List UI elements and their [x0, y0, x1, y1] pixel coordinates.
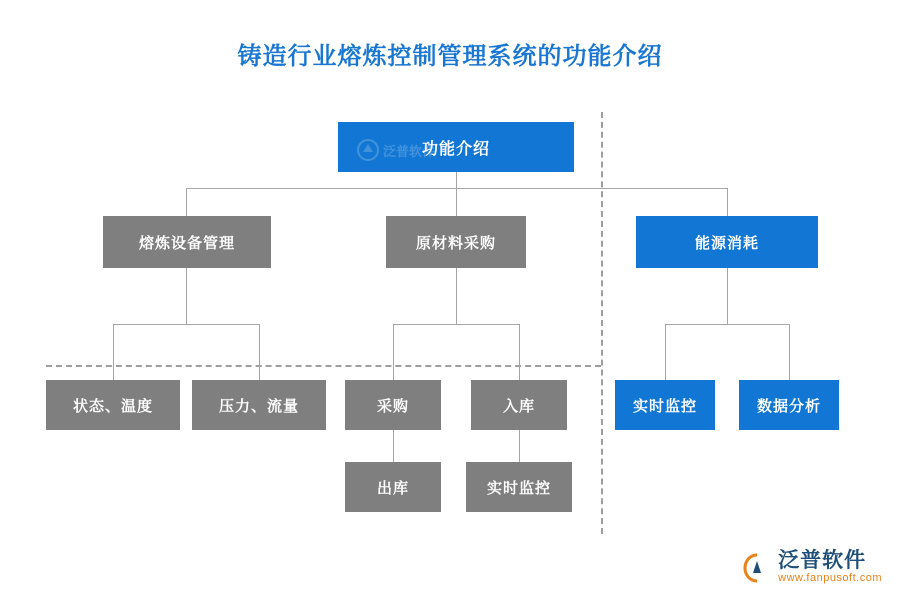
connector-branch2-down — [456, 188, 457, 216]
connector-branch2-child3 — [393, 430, 394, 462]
node-leaf-label: 采购 — [376, 397, 409, 415]
node-leaf-label: 入库 — [502, 397, 535, 415]
company-logo — [742, 550, 882, 586]
connector-branch3-stem — [727, 268, 728, 324]
connector-branch3-down — [727, 188, 728, 216]
node-leaf-label: 出库 — [376, 479, 409, 497]
connector-root-down — [456, 172, 457, 188]
node-root-label: 功能介绍 — [421, 140, 490, 158]
connector-branch2-stem — [456, 268, 457, 324]
dashed-divider-vertical — [601, 112, 603, 534]
node-leaf-warehouse-out[interactable] — [345, 462, 441, 512]
connector-branch1-stem — [186, 268, 187, 324]
node-leaf-warehouse-in[interactable] — [471, 380, 567, 430]
node-leaf-label: 数据分析 — [756, 397, 821, 415]
connector-branch3-child2 — [789, 324, 790, 380]
node-branch-energy-consumption[interactable] — [636, 216, 818, 268]
connector-branch2-child2 — [519, 324, 520, 380]
node-branch-melting-equipment[interactable] — [103, 216, 271, 268]
node-leaf-label: 压力、流量 — [218, 397, 299, 415]
logo-name: 泛普软件 — [778, 548, 867, 572]
connector-branch2-bus — [393, 324, 519, 325]
connector-branch1-bus — [113, 324, 259, 325]
node-branch-label: 能源消耗 — [694, 234, 759, 252]
node-leaf-label: 实时监控 — [486, 479, 551, 497]
node-leaf-pressure-flow[interactable] — [192, 380, 326, 430]
node-leaf-realtime-monitor-material[interactable] — [466, 462, 572, 512]
page-title: 铸造行业熔炼控制管理系统的功能介绍 — [237, 43, 663, 70]
node-leaf-purchase[interactable] — [345, 380, 441, 430]
logo-url: www.fanpusoft.com — [778, 571, 882, 584]
watermark-text: 泛普软件 — [383, 143, 436, 159]
node-leaf-label: 实时监控 — [632, 397, 697, 415]
node-branch-label: 原材料采购 — [415, 234, 496, 252]
logo-mark-icon — [742, 553, 772, 583]
connector-branch2-child4 — [519, 430, 520, 462]
connector-branch1-child2 — [259, 324, 260, 380]
node-leaf-data-analysis[interactable] — [739, 380, 839, 430]
connector-branch1-child1 — [113, 324, 114, 380]
node-root[interactable] — [338, 122, 574, 172]
dashed-divider-horizontal — [46, 365, 601, 367]
connector-branch3-bus — [665, 324, 789, 325]
node-leaf-realtime-monitor-energy[interactable] — [615, 380, 715, 430]
connector-branch2-child1 — [393, 324, 394, 380]
connector-branch1-down — [186, 188, 187, 216]
connector-branch3-child1 — [665, 324, 666, 380]
node-branch-raw-material[interactable] — [386, 216, 526, 268]
node-branch-label: 熔炼设备管理 — [138, 234, 235, 252]
node-leaf-status-temperature[interactable] — [46, 380, 180, 430]
node-leaf-label: 状态、温度 — [72, 397, 153, 415]
